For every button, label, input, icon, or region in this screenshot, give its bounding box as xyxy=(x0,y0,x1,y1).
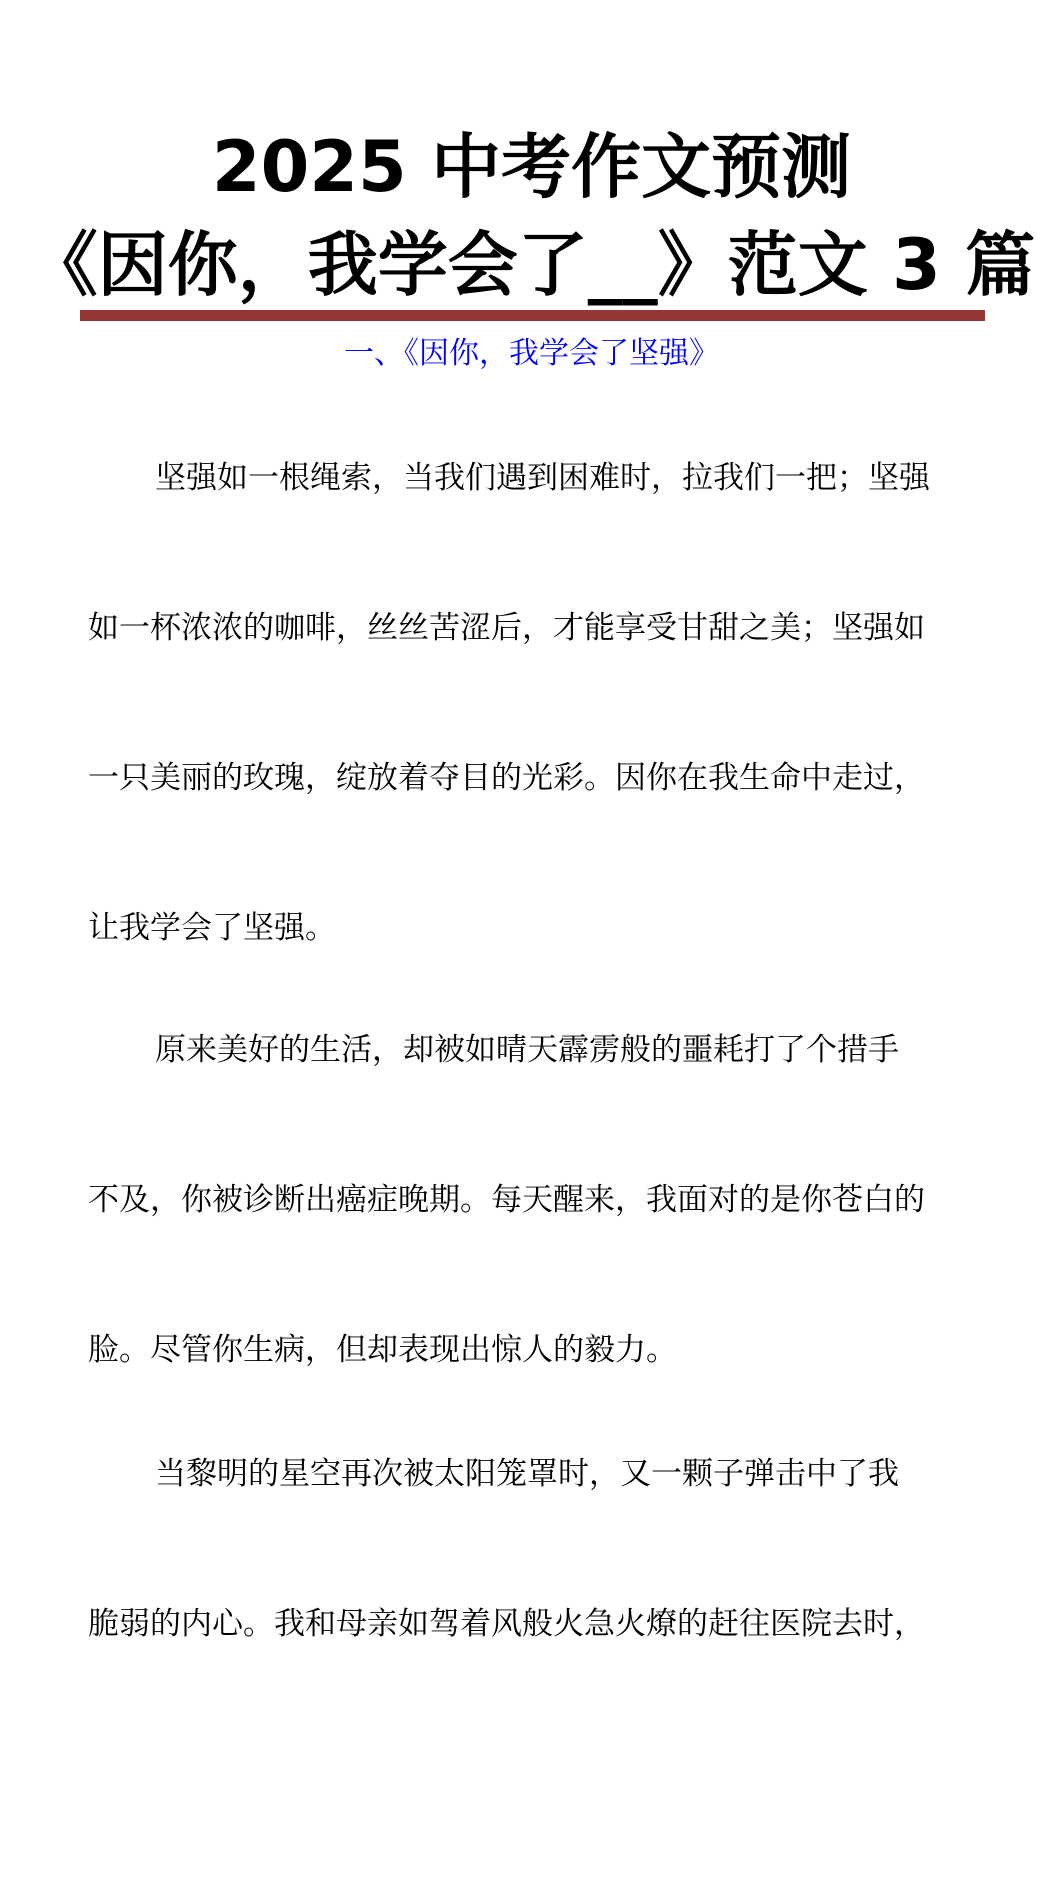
title-divider xyxy=(80,310,985,321)
paragraph-line: 不及，你被诊断出癌症晚期。每天醒来，我面对的是你苍白的 xyxy=(88,1182,925,1218)
paragraph-line: 坚强如一根绳索，当我们遇到困难时，拉我们一把；坚强 xyxy=(155,460,930,496)
paragraph-line: 原来美好的生活，却被如晴天霹雳般的噩耗打了个措手 xyxy=(155,1032,899,1068)
section-heading: 一、《因你，我学会了坚强》 xyxy=(344,336,719,371)
paragraph-line: 如一杯浓浓的咖啡，丝丝苦涩后，才能享受甘甜之美；坚强如 xyxy=(88,610,925,646)
paragraph-line: 让我学会了坚强。 xyxy=(88,910,336,946)
document-title-line-2: 《因你，我学会了__》范文 3 篇 xyxy=(27,224,1036,306)
document-title-line-1: 2025 中考作文预测 xyxy=(211,126,852,208)
paragraph-line: 当黎明的星空再次被太阳笼罩时，又一颗子弹击中了我 xyxy=(155,1456,899,1492)
paragraph-line: 脸。尽管你生病，但却表现出惊人的毅力。 xyxy=(88,1332,677,1368)
paragraph-line: 一只美丽的玫瑰，绽放着夺目的光彩。因你在我生命中走过， xyxy=(88,760,925,796)
paragraph-line: 脆弱的内心。我和母亲如驾着风般火急火燎的赶往医院去时， xyxy=(88,1606,925,1642)
